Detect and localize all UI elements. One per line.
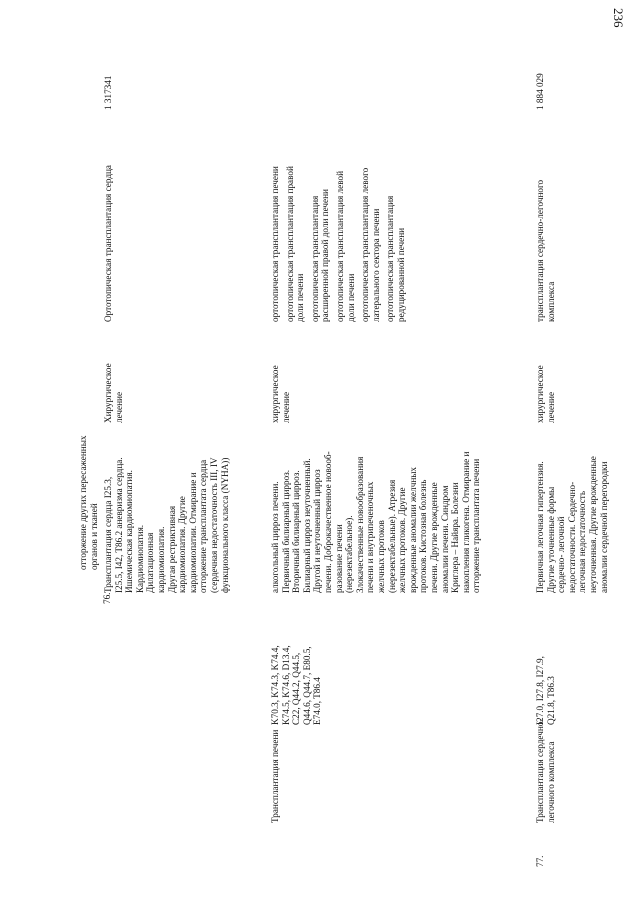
text-line: Q44.6, Q44.7, E80.5, <box>301 646 312 725</box>
text-line: легочного комплекса <box>545 741 556 823</box>
text-line: доли печени <box>295 273 306 322</box>
text-line: лечение <box>113 391 124 423</box>
text-line: (сердечная недостаточность III, IV <box>208 457 219 593</box>
text-line: Ишемическая кардиомиопатия. <box>124 470 135 593</box>
row-number-76: 76. <box>102 592 112 604</box>
heart-lung-cost: 1 884 029 <box>535 73 545 110</box>
text-line: доли печени <box>345 273 356 322</box>
text-line: печени и внутрипеченочных <box>365 481 376 593</box>
text-line: Q21.8, T86.3 <box>545 676 556 725</box>
text-line: K70.3, K74.3, K74.4, <box>270 645 280 725</box>
text-line: печени. Другие врожденные <box>428 482 439 593</box>
text-line: алкогольный цирроз печени. <box>270 481 280 593</box>
text-line: отторжение трансплантата сердца <box>198 459 209 593</box>
text-line: латерального сектора печени <box>370 208 381 322</box>
liver-diagnoses <box>270 451 482 593</box>
heart-lung-method <box>535 180 556 322</box>
row-number-77: 77. <box>535 855 545 867</box>
text-line: Хирургическое <box>103 363 113 423</box>
text-line: Другая рестриктивная <box>166 505 177 593</box>
heart-lung-treatment-type <box>535 365 556 423</box>
text-line: (нерезектабельные). Атрезия <box>386 479 397 593</box>
text-line: (нерезектабельное). <box>344 515 355 593</box>
text-line: Криглера – Найяра. Болезни <box>450 482 461 593</box>
text-line: хирургическое <box>535 365 545 423</box>
heart-lung-diagnoses <box>535 456 609 593</box>
text-line: протоков. Кистозная болезнь <box>418 479 429 593</box>
text-line: Первичный билиарный цирроз. <box>280 469 291 593</box>
text-line: Другие уточненные формы <box>545 486 556 593</box>
heart-lung-name <box>535 719 556 823</box>
text-line: I27.0, I27.8, I27.9, <box>535 656 545 725</box>
text-line: разование печени <box>333 524 344 593</box>
liver-methods <box>270 166 407 322</box>
heart-lung-icd-codes <box>535 656 556 725</box>
heart-cost: 1 317341 <box>103 75 113 110</box>
text-line: накопления гликогена. Отмирание и <box>460 451 471 593</box>
text-line: органов и тканей <box>88 503 99 570</box>
text-line: лечение <box>545 391 556 423</box>
liver-icd-codes <box>270 645 323 725</box>
text-line: трансплантация сердечно-легочного <box>535 179 545 322</box>
text-line: Злокачественные новообразования <box>354 456 365 593</box>
text-line: ортотопическая трансплантация <box>385 195 396 322</box>
text-line: неуточненная. Другие врожденные <box>587 456 598 593</box>
heart-diagnoses <box>103 457 230 593</box>
text-line: врожденные аномалии желчных <box>407 466 418 593</box>
text-line: I25.5, I42, T86.2 аневризма сердца. <box>113 457 124 593</box>
text-line: желчных протоков. Другие <box>397 487 408 593</box>
text-line: кардиомиопатии. Отмирание и <box>187 472 198 593</box>
text-line: аномалии печени. Синдром <box>439 485 450 593</box>
text-line: аномалии сердечной перегородки <box>598 461 609 593</box>
text-line: отторжение трансплантата печени <box>471 458 482 593</box>
text-line: сердечно- легочной <box>556 516 567 593</box>
text-line: ортотопическая трансплантация левой <box>334 171 345 322</box>
text-line: Кардиомиопатия. <box>134 524 145 593</box>
text-line: расширенной правой доли печени <box>320 189 331 322</box>
page-number: 236 <box>611 8 626 28</box>
text-line: C22, Q44.2, Q44.5, <box>291 652 302 725</box>
top-continuation <box>78 436 99 570</box>
liver-name: Трансплантация печени <box>270 729 280 823</box>
heart-method: Ортотопическая трансплантация сердца <box>103 165 113 322</box>
text-line: ортотопическая трансплантация печени <box>270 166 280 322</box>
text-line: хирургическое <box>270 365 280 423</box>
text-line: ортотопическая трансплантация <box>309 195 320 322</box>
text-line: отторжение других пересаженных <box>78 435 88 570</box>
text-line: функционального класса (NYHA)) <box>219 457 230 593</box>
heart-treatment-type <box>103 363 124 423</box>
text-line: Вторичный билиарный цирроз. <box>291 470 302 593</box>
text-line: лечение <box>280 391 291 423</box>
text-line: Трансплантация сердечно- <box>535 718 545 823</box>
text-line: Другой и неуточненный цирроз <box>312 469 323 593</box>
text-line: комплекса <box>545 281 556 322</box>
text-line: Первичная легочная гипертензия. <box>535 461 545 593</box>
text-line: желчных протоков <box>375 520 386 593</box>
liver-treatment-type <box>270 365 291 423</box>
text-line: Дилатационная <box>145 532 156 593</box>
text-line: кардиомиопатия. <box>155 526 166 593</box>
text-line: Билиарный цирроз неуточненный. <box>301 458 312 593</box>
text-line: легочная недостаточность <box>577 490 588 593</box>
text-line: ортотопическая трансплантация правой <box>284 166 295 322</box>
text-line: ортотопическая трансплантация левого <box>360 167 371 322</box>
text-line: редуцированной печени <box>395 227 406 322</box>
text-line: кардиомиопатия. Другие <box>177 496 188 593</box>
text-line: E74.0, T86.4 <box>312 677 323 725</box>
text-line: недостаточности. Сердечно- <box>566 481 577 593</box>
text-line: K74.5, K74.6, D13.4, <box>280 645 291 725</box>
text-line: печени. Доброкачественное новооб- <box>322 451 333 593</box>
text-line: Трансплантация сердца I25.3, <box>103 476 113 593</box>
